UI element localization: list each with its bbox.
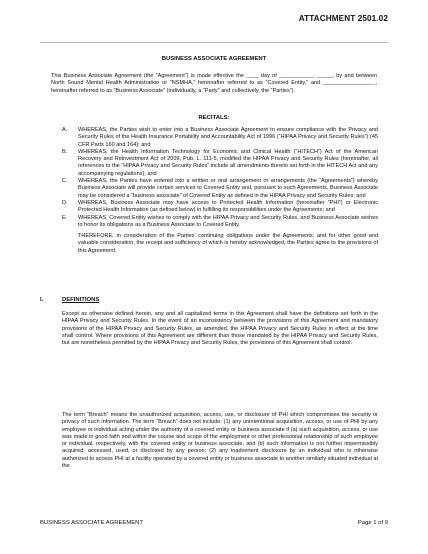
header-rule: [40, 42, 388, 43]
recital-text: WHEREAS, the Parties have entered into a written or oral arrangement or arrangements (the “Agreements”) whereby Business Associate will provide certain services to Covered Entity and, pursuant to such Agreements, Business Associate may be considered a “business associate” of Covered Entity as defined in the HIPAA Privacy and Security Rules; and: [78, 178, 378, 199]
recital-item: [62, 127, 378, 149]
footer-page-number: Page 1 of 9: [357, 520, 388, 526]
recital-item: [62, 178, 378, 200]
recital-text: WHEREAS, the Health Information Technology for Economic and Clinical Health (“HITECH”) Act of the American Recovery and Reinvestment Act of 2009, Pub. L. 111-5, modified the HIPAA Privacy and Security Rules (hereinafter, all references to the “HIPAA Privacy and Security Rules” include all amendments thereto set forth in the HITECH Act and any accompanying regulations); and: [78, 148, 378, 177]
recital-item: [62, 149, 378, 178]
recitals-list: [62, 127, 378, 255]
recital-letter: C.: [62, 178, 68, 185]
recitals-heading: RECITALS:: [198, 115, 230, 121]
recital-text: WHEREAS, Business Associate may have access to Protected Health Information (hereinafter “PHI”) or Electronic Protected Health Information (as defined below) in fulfilling its responsibilities under the Agreements; and: [78, 199, 378, 214]
therefore-paragraph: THEREFORE, in consideration of the Parties’ continuing obligations under the Agreements, and for other good and valuable consideration, the receipt and sufficiency of which is hereby acknowledged, the Parties agree to the provisions of this Agreement.: [78, 233, 378, 254]
definitions-paragraph: Except as otherwise defined herein, any and all capitalized terms in this Agreement shall have the definitions set forth in the HIPAA Privacy and Security Rules. In the event of an inconsistency between the provisions of this Agreement and mandatory provisions of the HIPAA Privacy and Security Rules, as amended, the HIPAA Privacy and Security Rules in effect at the time shall control. Where provisions of this Agreement are different than those mandated by the HIPAA Privacy and Security Rules, but are nonetheless permitted by the HIPAA Privacy and Security Rules, the provisions of this Agreement shall control.: [62, 311, 378, 347]
footer-document-name: BUSINESS ASSOCIATE AGREEMENT: [40, 520, 144, 526]
recital-letter: A.: [62, 127, 68, 133]
recital-item: [62, 215, 378, 230]
recital-letter: B.: [62, 148, 68, 155]
intro-paragraph: This Business Associate Agreement (the “Agreement”) is made effective the ____ day of ___________, _____, by and between North Sound Mental Health Administration or “NSMHA,” hereinafter referred to as “Covered Entity,” and _________________, hereinafter referred to as “Business Associate” (individually, a “Party” and collectively, the “Parties”).: [51, 73, 377, 94]
section-heading-definitions: [40, 297, 99, 303]
section-number: I.: [40, 297, 44, 303]
recital-item: [62, 200, 378, 215]
recital-letter: D.: [62, 199, 68, 206]
recital-letter: E.: [62, 214, 68, 221]
breach-definition-paragraph: The term “Breach” means the unauthorized acquisition, access, use, or disclosure of PHI which compromises the security or privacy of such information. The term “Breach” does not include: (1) any unintentional acquisition, access, or use of PHI by any employee or individual acting under the authority of a covered entity or business associate if (a) such acquisition, access, or use was made in good faith and within the course and scope of the employment or other professional relationship of such employee or individual, respectively, with the covered entity or business associate, and (b) such information is not further impermissibly acquired, accessed, used, or disclosed by any person; (2) any inadvertent disclosure by an individual who is otherwise authorized to access PHI at a facility operated by a covered entity or business associate to another similarly situated individual at the: [62, 412, 378, 470]
recital-text: WHEREAS, the Parties wish to enter into a Business Associate Agreement to ensure compliance with the Privacy and Security Rules of the Health Insurance Portability and Accountability Act of 1996 (“HIPAA Privacy and Security Rules”) (45 CFR Parts 160 and 164); and: [78, 127, 378, 148]
recital-text: WHEREAS, Covered Entity wishes to comply with the HIPAA Privacy and Security Rules, and Business Associate wishes to honor its obligations as a Business Associate to Covered Entity.: [78, 214, 378, 228]
document-title: BUSINESS ASSOCIATE AGREEMENT: [161, 56, 267, 62]
attachment-label: ATTACHMENT 2501.02: [298, 14, 388, 23]
section-label: DEFINITIONS: [62, 297, 100, 303]
